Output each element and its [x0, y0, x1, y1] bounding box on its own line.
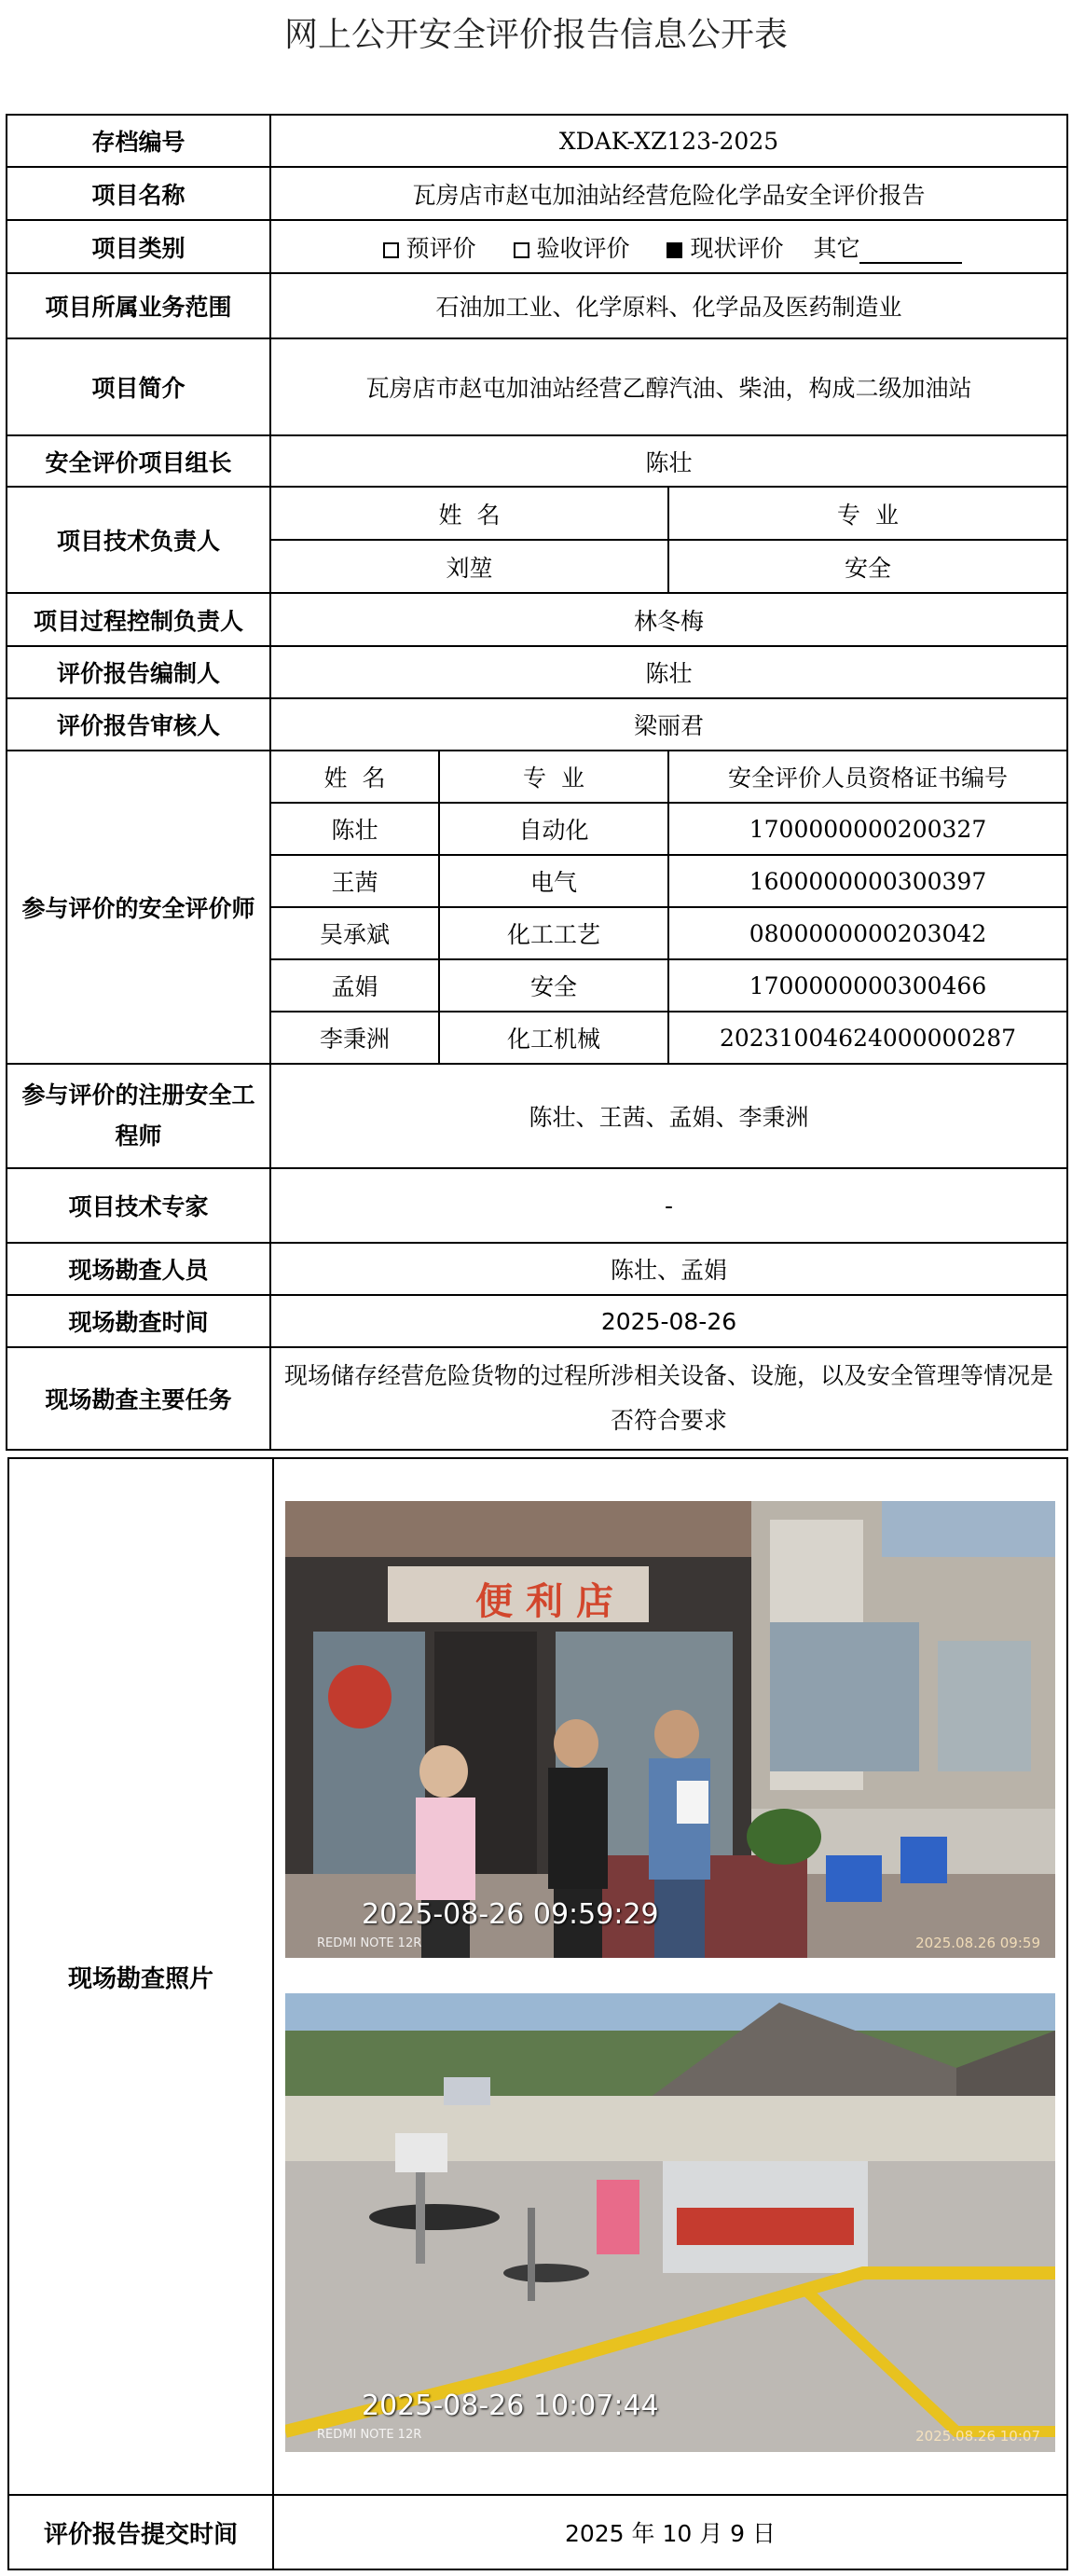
row-submit-time [8, 2495, 1067, 2569]
archive-no-label: 存档编号 [7, 115, 270, 167]
inspect-time-label: 现场勘查时间 [7, 1295, 270, 1347]
tech-expert-label: 项目技术专家 [7, 1168, 270, 1243]
evaluators-col-cert: 安全评价人员资格证书编号 [668, 751, 1067, 803]
business-scope-value: 石油加工业、化学原料、化学品及医药制造业 [270, 273, 1067, 338]
tech-expert-value: - [270, 1168, 1067, 1243]
evaluator-cert: 20231004624000000287 [668, 1012, 1067, 1064]
inspection-photo-storefront [285, 1501, 1055, 1958]
evaluator-name: 陈壮 [270, 803, 439, 855]
inspectors-value: 陈壮、孟娟 [270, 1243, 1067, 1295]
engineers-label: 参与评价的注册安全工程师 [7, 1064, 270, 1168]
submit-time-label: 评价报告提交时间 [8, 2495, 273, 2569]
business-scope-label: 项目所属业务范围 [7, 273, 270, 338]
engineers-value: 陈壮、王茜、孟娟、李秉洲 [270, 1064, 1067, 1168]
reviewer-value: 梁丽君 [270, 698, 1067, 751]
inspect-task-label: 现场勘查主要任务 [7, 1347, 270, 1450]
row-reviewer [7, 698, 1067, 751]
summary-value: 瓦房店市赵屯加油站经营乙醇汽油、柴油，构成二级加油站 [270, 338, 1067, 435]
compiler-label: 评价报告编制人 [7, 646, 270, 698]
checkbox-status-eval[interactable] [667, 242, 682, 258]
project-type-label: 项目类别 [7, 220, 270, 273]
process-control-label: 项目过程控制负责人 [7, 593, 270, 646]
checkbox-pre-eval[interactable] [383, 242, 399, 258]
team-leader-label: 安全评价项目组长 [7, 435, 270, 487]
tech-lead-name: 刘堃 [270, 540, 668, 593]
camera-brand: REDMI NOTE 12R [317, 2428, 422, 2442]
acceptance-eval-label: 验收评价 [536, 234, 630, 262]
evaluator-major: 自动化 [439, 803, 668, 855]
store-sign: 便利店 [475, 1580, 626, 1623]
inspect-time-value: 2025-08-26 [270, 1295, 1067, 1347]
tech-lead-major: 安全 [668, 540, 1067, 593]
evaluator-cert: 1700000000200327 [668, 803, 1067, 855]
tech-lead-col-name: 姓 名 [270, 487, 668, 540]
pre-eval-label: 预评价 [405, 234, 476, 262]
evaluators-col-major: 专 业 [439, 751, 668, 803]
evaluators-col-name: 姓 名 [270, 751, 439, 803]
evaluator-cert: 1700000000300466 [668, 959, 1067, 1012]
project-name-value: 瓦房店市赵屯加油站经营危险化学品安全评价报告 [270, 167, 1067, 220]
row-project-type [7, 220, 1067, 273]
process-control-value: 林冬梅 [270, 593, 1067, 646]
evaluator-cert: 1600000000300397 [668, 855, 1067, 907]
photo-corner-stamp: 2025.08.26 10:07 [915, 2428, 1040, 2445]
tech-lead-col-major: 专 业 [668, 487, 1067, 540]
photo-corner-stamp: 2025.08.26 09:59 [915, 1935, 1040, 1951]
photos-table [7, 1457, 1068, 2570]
page-title: 网上公开安全评价报告信息公开表 [283, 16, 788, 54]
project-name-label: 项目名称 [7, 167, 270, 220]
tech-lead-label: 项目技术负责人 [7, 487, 270, 593]
submit-time-value: 2025 年 10 月 9 日 [273, 2495, 1067, 2569]
row-business-scope [7, 273, 1067, 338]
checkbox-acceptance-eval[interactable] [514, 242, 529, 258]
storefront-image [285, 1501, 1055, 1958]
inspectors-label: 现场勘查人员 [7, 1243, 270, 1295]
row-project-name [7, 167, 1067, 220]
row-inspectors [7, 1243, 1067, 1295]
evaluator-name: 孟娟 [270, 959, 439, 1012]
row-engineers [7, 1064, 1067, 1168]
evaluator-cert: 0800000000203042 [668, 907, 1067, 959]
evaluator-name: 李秉洲 [270, 1012, 439, 1064]
other-label: 其它 [813, 234, 860, 262]
compiler-value: 陈壮 [270, 646, 1067, 698]
row-inspect-time [7, 1295, 1067, 1347]
row-photos [8, 1458, 1067, 2495]
tank-area-image [285, 1993, 1055, 2452]
row-inspect-task [7, 1347, 1067, 1450]
inspect-task-value: 现场储存经营危险货物的过程所涉相关设备、设施，以及安全管理等情况是否符合要求 [270, 1347, 1067, 1450]
photos-label: 现场勘查照片 [8, 1458, 273, 2495]
evaluator-name: 王茜 [270, 855, 439, 907]
info-table [6, 114, 1068, 1451]
camera-brand: REDMI NOTE 12R [317, 1936, 422, 1950]
summary-label: 项目简介 [7, 338, 270, 435]
evaluator-major: 化工工艺 [439, 907, 668, 959]
row-compiler [7, 646, 1067, 698]
photos-cell [273, 1458, 1067, 2495]
row-archive-no [7, 115, 1067, 167]
inspection-photo-tank-area [285, 1993, 1055, 2452]
photo-timestamp: 2025-08-26 09:59:29 [362, 1898, 659, 1931]
row-process-control [7, 593, 1067, 646]
row-tech-lead-header [7, 487, 1067, 540]
reviewer-label: 评价报告审核人 [7, 698, 270, 751]
row-evaluators-header [7, 751, 1067, 803]
evaluator-name: 吴承斌 [270, 907, 439, 959]
other-blank [859, 240, 962, 264]
row-tech-expert [7, 1168, 1067, 1243]
evaluator-major: 化工机械 [439, 1012, 668, 1064]
row-summary [7, 338, 1067, 435]
evaluator-major: 电气 [439, 855, 668, 907]
status-eval-label: 现状评价 [690, 234, 784, 262]
archive-no-value: XDAK-XZ123-2025 [270, 115, 1067, 167]
evaluators-label: 参与评价的安全评价师 [7, 751, 270, 1064]
photo-timestamp: 2025-08-26 10:07:44 [362, 2390, 659, 2422]
project-type-options [270, 220, 1067, 273]
team-leader-value: 陈壮 [270, 435, 1067, 487]
evaluator-major: 安全 [439, 959, 668, 1012]
row-team-leader [7, 435, 1067, 487]
